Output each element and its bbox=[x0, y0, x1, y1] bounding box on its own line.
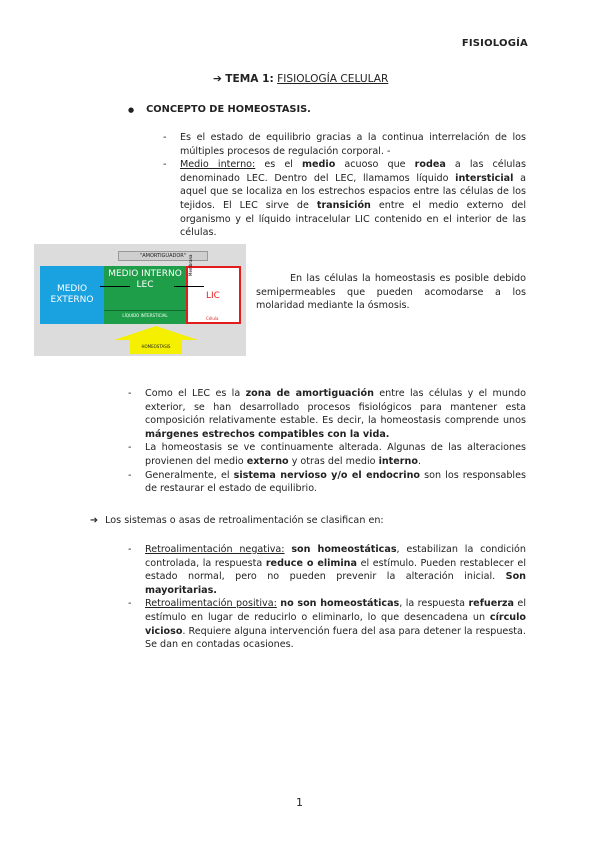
side-text: En las células la homeostasis es posible debido semipermeables que pueden acomodarse a los molaridad mediante la ósmosis. bbox=[256, 273, 526, 312]
list-item-text: Es el estado de equilibrio gracias a la continua interrelación de los múltiples procesos de regulación corporal. - bbox=[180, 132, 526, 157]
list-item bbox=[145, 387, 526, 441]
bold-term: refuerza bbox=[468, 598, 514, 610]
text-span: , la respuesta bbox=[399, 598, 469, 610]
bold-term: externo bbox=[246, 455, 289, 467]
arrow-up-icon bbox=[114, 326, 198, 340]
bold-term: círculo vicioso bbox=[145, 611, 526, 637]
list-item bbox=[145, 469, 526, 496]
diagram-arrow-line bbox=[100, 286, 130, 287]
diagram-amortiguador-label: "AMORTIGUADOR" bbox=[118, 251, 208, 261]
text-span: entre el medio externo del organismo y el líquido intracelular LIC contenido en el interior de las células. bbox=[180, 199, 527, 239]
text-span: el estímulo en lugar de reducirlo o eliminarlo, lo que desencadena un bbox=[145, 598, 526, 623]
text-span: entre las células y el mundo exterior, se han desarrollado procesos fisiológicos para mantener esta composición relativamente estable. Es decir, la homeostasis comprende unos bbox=[145, 388, 526, 427]
bold-term: reduce o elimina bbox=[265, 557, 357, 569]
bold-term: márgenes estrechos compatibles con la vida. bbox=[145, 428, 390, 440]
header-section-title: FISIOLOGÍA bbox=[461, 38, 528, 49]
diagram-liquido-intersticial: LÍQUIDO INTERSTICIAL bbox=[104, 310, 186, 321]
bold-term: rodea bbox=[414, 159, 446, 171]
text-span: a las células denominado LEC. Dentro del LEC, llamamos líquido bbox=[180, 159, 527, 184]
text-span: La homeostasis se ve continuamente alterada. Algunas de las alteraciones provienen del medio bbox=[145, 442, 526, 467]
text-span: es el bbox=[255, 159, 303, 171]
bold-term: transición bbox=[316, 199, 371, 211]
text-span: . bbox=[417, 455, 421, 467]
bold-term: medio bbox=[302, 159, 336, 171]
bold-term: no son homeostáticas bbox=[280, 598, 400, 610]
text-span: acuoso que bbox=[335, 159, 415, 171]
bullet-icon: ● bbox=[128, 106, 135, 114]
bold-term: sistema nervioso y/o el endocrino bbox=[233, 469, 421, 481]
bold-term: interno bbox=[378, 455, 418, 467]
list-item bbox=[145, 441, 526, 468]
term-medio-interno: Medio interno: bbox=[180, 159, 256, 171]
diagram-medio-externo-text: MEDIO EXTERNO bbox=[50, 284, 94, 305]
retro-intro bbox=[90, 514, 384, 528]
diagram-medio-interno-text: MEDIO INTERNO LEC bbox=[108, 269, 182, 290]
text-span: el estímulo. Pueden restablecer el estado normal, pero no pueden prevenir la alteración inicial. bbox=[145, 557, 526, 583]
tema-heading bbox=[213, 73, 388, 87]
term-retro-negativa: Retroalimentación negativa: bbox=[145, 544, 285, 555]
page-number: 1 bbox=[296, 796, 303, 809]
tema-title: FISIOLOGÍA CELULAR bbox=[277, 73, 389, 85]
concept-title: CONCEPTO DE HOMEOSTASIS. bbox=[146, 104, 311, 115]
text-span: Generalmente, el bbox=[145, 469, 234, 481]
diagram-arrow-line bbox=[174, 286, 204, 287]
diagram-celula-text: Célula bbox=[206, 316, 219, 321]
text-span: Como el LEC es la bbox=[145, 388, 246, 399]
term-retro-positiva: Retroalimentación positiva: bbox=[145, 598, 277, 610]
bold-term: intersticial bbox=[455, 172, 514, 184]
lec-list bbox=[145, 387, 526, 496]
diagram-medio-externo bbox=[40, 266, 104, 324]
arrow-icon: ➔ bbox=[213, 73, 222, 85]
homeostasis-diagram bbox=[34, 244, 246, 356]
arrow-icon: ➔ bbox=[90, 515, 99, 526]
concept-list bbox=[180, 131, 526, 240]
list-item bbox=[145, 597, 526, 651]
bold-term: zona de amortiguación bbox=[245, 388, 374, 399]
text-span: y otras del medio bbox=[288, 455, 379, 467]
concept-heading bbox=[128, 103, 311, 118]
retro-intro-text: Los sistemas o asas de retroalimentación se clasifican en: bbox=[105, 515, 384, 526]
tema-label: TEMA 1: bbox=[225, 73, 274, 85]
text-span: a aquel que se localiza en los estrechos espacios entre las células de los tejidos. El LEC sirve de bbox=[180, 172, 526, 211]
text-span: , estabilizan la condición controlada, la respuesta bbox=[145, 544, 526, 569]
retro-list bbox=[145, 543, 526, 652]
list-item bbox=[145, 543, 526, 597]
diagram-homeostasis-label: HOMEOSTASIS bbox=[130, 340, 182, 354]
list-item bbox=[180, 131, 526, 158]
bold-term: son homeostáticas bbox=[291, 544, 397, 555]
text-span: son los responsables de restaurar el estado de equilibrio. bbox=[145, 469, 526, 495]
diagram-membrana-label: Membrana bbox=[188, 254, 193, 276]
diagram-lic-text: LIC bbox=[206, 291, 220, 301]
text-span: . Requiere alguna intervención fuera del asa para detener la respuesta. Se dan en contadas ocasiones. bbox=[145, 625, 526, 651]
bold-term: Son mayoritarias. bbox=[145, 571, 526, 596]
list-item bbox=[180, 158, 526, 240]
